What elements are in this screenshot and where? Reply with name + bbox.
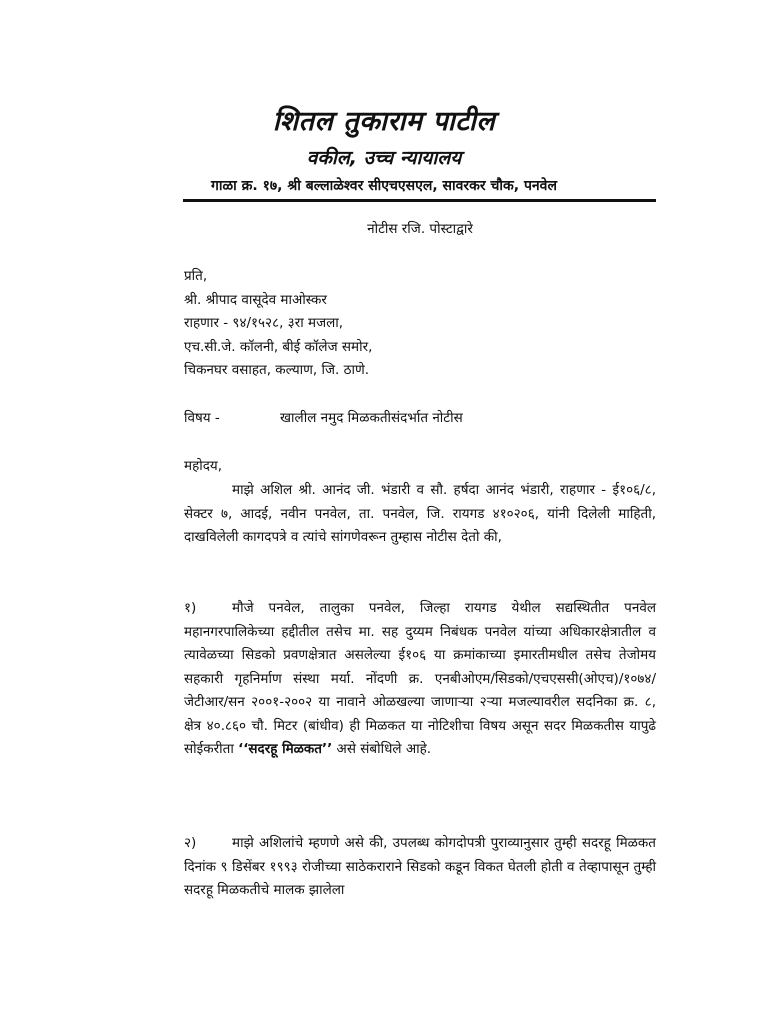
paragraph-text: असे संबोधिले आहे.	[336, 741, 432, 757]
letterhead	[0, 104, 768, 198]
advocate-name: शितल तुकाराम पाटील	[272, 106, 496, 137]
paragraph-text: माझे अशिलांचे म्हणणे असे की, उपलब्ध कोगदोपत्री पुराव्यानुसार तुम्ही सदरहू मिळकत दिनांक ९ डिसेंबर १९९३ रोजीच्या साठेकराराने सिडको कडून विकत घेतली होती व तेव्हापासून तुम्ही सदरहू मिळकतीचे मालक झालेला	[184, 835, 656, 898]
subject-text: खालील नमुद मिळकतीसंदर्भात नोटीस	[280, 410, 463, 426]
subject-line	[184, 407, 656, 431]
intro-paragraph: माझे अशिल श्री. आनंद जी. भंडारी व सौ. हर्षदा आनंद भंडारी, राहणार - ई१०६/८, सेक्टर ७, आदई, नवीन पनवेल, ता. पनवेल, जि. रायगड ४१०२०६, यांनी दिलेली माहिती, दाखविलेली कागदपत्रे व त्यांचे सांगणेवरून तुम्हास नोटीस देतो की,	[184, 482, 656, 545]
subject-label: विषय -	[184, 410, 220, 426]
recipient-block	[184, 265, 656, 383]
paragraph-1	[184, 597, 656, 762]
paragraph-number: १)	[184, 600, 197, 616]
paragraph-number: २)	[184, 835, 197, 851]
letterhead-divider	[183, 199, 656, 202]
greeting: महोदय,	[184, 458, 223, 474]
to-label: प्रति,	[184, 268, 208, 284]
notice-mode: नोटीस रजि. पोस्टाद्वारे	[367, 221, 473, 237]
defined-term: ‘‘सदरहू मिळकत’’	[238, 741, 333, 757]
recipient-name: श्री. श्रीपाद वासूदेव माओस्कर	[184, 291, 327, 308]
recipient-address-line: राहणार - ९४/१५२८, ३रा मजला,	[184, 315, 344, 331]
paragraph-2	[184, 832, 656, 903]
advocate-title: वकील, उच्च न्यायालय	[306, 147, 462, 169]
recipient-address-line: चिकनघर वसाहत, कल्याण, जि. ठाणे.	[184, 362, 369, 378]
paragraph-text: मौजे पनवेल, तालुका पनवेल, जिल्हा रायगड येथील सद्यस्थितीत पनवेल महानगरपालिकेच्या हद्दीतील तसेच मा. सह दुय्यम निबंधक पनवेल यांच्या अधिकारक्षेत्रातील व त्यावेळच्या सिडको प्रवणक्षेत्रात असलेल्या ई१०६ या क्रमांकाच्या इमारतीमधील तसेच तेजोमय सहकारी गृहनिर्माण संस्था मर्या. नोंदणी क्र. एनबीओएम/सिडको/एचएससी(ओएच)/१०७४/जेटीआर/सन २००१-२००२ या नावाने ओळखल्या जाणाऱ्या २ऱ्या मजल्यावरील सदनिका क्र. ८, क्षेत्र ४०.८६० चौ. मिटर (बांधीव) ही मिळकत या नोटिशीचा विषय असून सदर मिळकतीस यापुढे सोईकरीता	[184, 600, 656, 757]
office-address: गाळा क्र. १७, श्री बल्लाळेश्वर सीएचएसएल, सावरकर चौक, पनवेल	[211, 178, 557, 194]
recipient-address-line: एच.सी.जे. कॉलनी, बीई कॉलेज समोर,	[184, 338, 373, 355]
